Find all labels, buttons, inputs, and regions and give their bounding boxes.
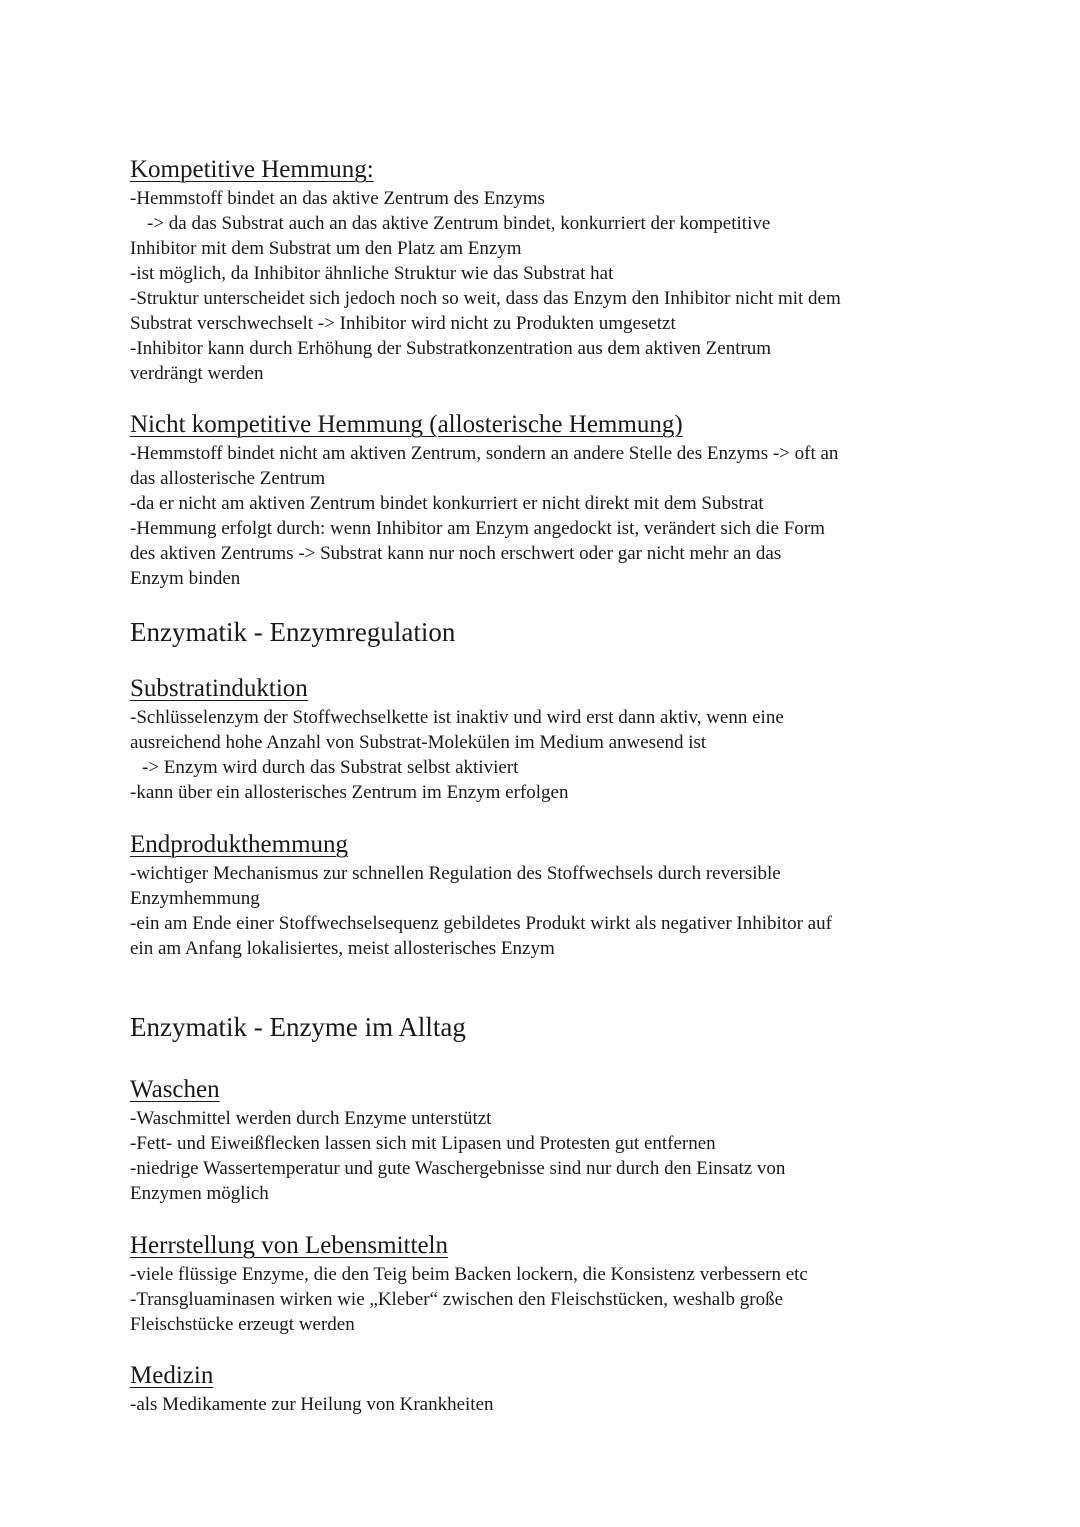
heading-herrstellung-von-lebensmitteln: Herrstellung von Lebensmitteln [130, 1232, 448, 1259]
text-line: -niedrige Wassertemperatur und gute Waschergebnisse sind nur durch den Einsatz von [130, 1158, 786, 1179]
text-line: -viele flüssige Enzyme, die den Teig beim Backen lockern, die Konsistenz verbessern etc [130, 1264, 808, 1285]
text-line: -Schlüsselenzym der Stoffwechselkette ist inaktiv und wird erst dann aktiv, wenn eine [130, 707, 784, 728]
text-line: -da er nicht am aktiven Zentrum bindet konkurriert er nicht direkt mit dem Substrat [130, 493, 764, 514]
text-line: verdrängt werden [130, 363, 264, 384]
text-line: Substrat verschwechselt -> Inhibitor wird nicht zu Produkten umgesetzt [130, 313, 676, 334]
text-line: Enzymhemmung [130, 888, 260, 909]
text-line: -kann über ein allosterisches Zentrum im Enzym erfolgen [130, 782, 569, 803]
heading-nicht-kompetitive-hemmung: Nicht kompetitive Hemmung (allosterische Hemmung) [130, 411, 683, 438]
text-medizin [130, 1392, 960, 1417]
text-line: ein am Anfang lokalisiertes, meist allosterisches Enzym [130, 938, 555, 959]
text-substratinduktion [130, 705, 960, 805]
heading-kompetitive-hemmung: Kompetitive Hemmung: [130, 156, 374, 183]
text-line: -> da das Substrat auch an das aktive Zentrum bindet, konkurriert der kompetitive [147, 213, 771, 234]
section-title-enzymregulation: Enzymatik - Enzymregulation [130, 617, 456, 647]
text-line: ausreichend hohe Anzahl von Substrat-Molekülen im Medium anwesend ist [130, 732, 707, 753]
text-line: das allosterische Zentrum [130, 468, 326, 489]
text-line: -Struktur unterscheidet sich jedoch noch so weit, dass das Enzym den Inhibitor nicht mit dem [130, 288, 841, 309]
text-kompetitive-hemmung [130, 186, 960, 386]
text-line: -wichtiger Mechanismus zur schnellen Regulation des Stoffwechsels durch reversible [130, 863, 781, 884]
text-line: -als Medikamente zur Heilung von Krankheiten [130, 1394, 494, 1415]
heading-waschen: Waschen [130, 1076, 220, 1103]
text-line: -Waschmittel werden durch Enzyme unterstützt [130, 1108, 492, 1129]
text-line: -ein am Ende einer Stoffwechselsequenz gebildetes Produkt wirkt als negativer Inhibitor auf [130, 913, 832, 934]
text-line: Enzym binden [130, 568, 241, 589]
text-line: Fleischstücke erzeugt werden [130, 1314, 355, 1335]
text-line: -> Enzym wird durch das Substrat selbst aktiviert [142, 757, 519, 778]
text-line: -Hemmung erfolgt durch: wenn Inhibitor am Enzym angedockt ist, verändert sich die Form [130, 518, 825, 539]
text-line: Inhibitor mit dem Substrat um den Platz am Enzym [130, 238, 522, 259]
text-nicht-kompetitive-hemmung [130, 441, 960, 591]
text-line: -Hemmstoff bindet an das aktive Zentrum des Enzyms [130, 188, 545, 209]
text-waschen [130, 1106, 960, 1206]
text-line: -Hemmstoff bindet nicht am aktiven Zentrum, sondern an andere Stelle des Enzyms -> oft an [130, 443, 839, 464]
heading-endprodukthemmung: Endprodukthemmung [130, 831, 349, 858]
heading-substratinduktion: Substratinduktion [130, 675, 308, 702]
text-herrstellung-von-lebensmitteln [130, 1262, 960, 1337]
text-line: des aktiven Zentrums -> Substrat kann nur noch erschwert oder gar nicht mehr an das [130, 543, 782, 564]
text-endprodukthemmung [130, 861, 960, 961]
text-line: Enzymen möglich [130, 1183, 269, 1204]
text-line: -Transgluaminasen wirken wie „Kleber“ zwischen den Fleischstücken, weshalb große [130, 1289, 784, 1310]
text-line: -Fett- und Eiweißflecken lassen sich mit Lipasen und Protesten gut entfernen [130, 1133, 716, 1154]
section-title-enzyme-im-alltag: Enzymatik - Enzyme im Alltag [130, 1012, 466, 1042]
text-line: -Inhibitor kann durch Erhöhung der Substratkonzentration aus dem aktiven Zentrum [130, 338, 772, 359]
heading-medizin: Medizin [130, 1362, 214, 1389]
text-line: -ist möglich, da Inhibitor ähnliche Struktur wie das Substrat hat [130, 263, 614, 284]
